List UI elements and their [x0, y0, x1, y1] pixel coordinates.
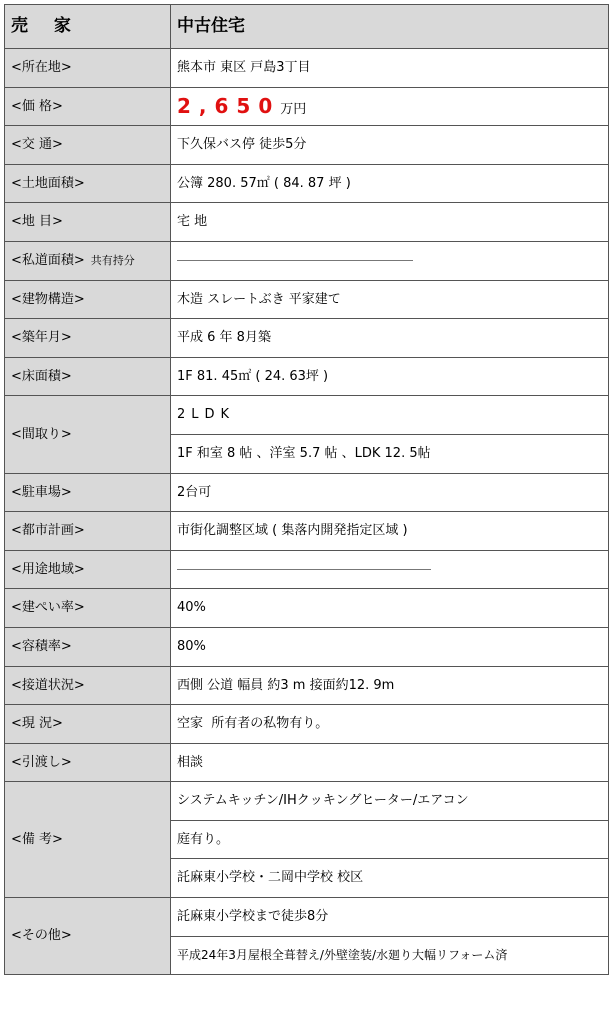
coverage-value: 40%	[171, 589, 609, 628]
blank-line	[177, 569, 431, 570]
other-line1: 託麻東小学校まで徒歩8分	[171, 898, 609, 937]
built-value: 平成 6 年 8月築	[171, 319, 609, 358]
row-location	[5, 49, 609, 88]
floor-ratio-value: 80%	[171, 627, 609, 666]
remarks-line1: システムキッチン/IHクッキングヒーター/エアコン	[171, 782, 609, 821]
built-label: <築年月>	[5, 319, 171, 358]
price-number: 2,650	[177, 94, 281, 119]
status-value: 空家 所有者の私物有り。	[171, 705, 609, 744]
private-road-note: 共有持分	[90, 253, 135, 267]
private-road-value	[171, 241, 609, 280]
row-road	[5, 666, 609, 705]
row-structure	[5, 280, 609, 319]
row-status	[5, 705, 609, 744]
row-floor-ratio	[5, 627, 609, 666]
row-handover	[5, 743, 609, 782]
row-other-1	[5, 898, 609, 937]
parking-label: <駐車場>	[5, 473, 171, 512]
row-land-category	[5, 203, 609, 242]
land-category-value: 宅 地	[171, 203, 609, 242]
location-label: <所在地>	[5, 49, 171, 88]
structure-value: 木造 スレートぶき 平家建て	[171, 280, 609, 319]
city-planning-value: 市街化調整区域 ( 集落内開発指定区域 )	[171, 512, 609, 551]
road-label: <接道状況>	[5, 666, 171, 705]
land-area-value: 公簿 280. 57㎡ ( 84. 87 坪 )	[171, 164, 609, 203]
row-price	[5, 87, 609, 126]
floor-ratio-label: <容積率>	[5, 627, 171, 666]
private-road-label: <私道面積>	[11, 252, 85, 268]
row-access	[5, 126, 609, 165]
handover-value: 相談	[171, 743, 609, 782]
location-value: 熊本市 東区 戸島3丁目	[171, 49, 609, 88]
floor-area-label: <床面積>	[5, 357, 171, 396]
row-parking	[5, 473, 609, 512]
land-area-label: <土地面積>	[5, 164, 171, 203]
road-value: 西側 公道 幅員 約3 m 接面約12. 9m	[171, 666, 609, 705]
price-unit: 万円	[280, 102, 307, 118]
row-zoning	[5, 550, 609, 589]
row-city-planning	[5, 512, 609, 551]
parking-value: 2台可	[171, 473, 609, 512]
blank-line	[177, 260, 413, 261]
row-coverage	[5, 589, 609, 628]
remarks-label: <備 考>	[5, 782, 171, 898]
row-built	[5, 319, 609, 358]
row-land-area	[5, 164, 609, 203]
land-category-label: <地 目>	[5, 203, 171, 242]
layout-line2: 1F 和室 8 帖 、洋室 5.7 帖 、LDK 12. 5帖	[171, 434, 609, 473]
row-private-road	[5, 241, 609, 280]
private-road-label-cell	[5, 241, 171, 280]
row-layout-1	[5, 396, 609, 435]
layout-label: <間取り>	[5, 396, 171, 473]
header-value: 中古住宅	[171, 5, 609, 49]
property-table	[4, 4, 609, 975]
city-planning-label: <都市計画>	[5, 512, 171, 551]
zoning-value	[171, 550, 609, 589]
remarks-line3: 託麻東小学校・二岡中学校 校区	[171, 859, 609, 898]
header-row	[5, 5, 609, 49]
price-label: <価 格>	[5, 87, 171, 126]
header-label: 売 家	[5, 5, 171, 49]
access-label: <交 通>	[5, 126, 171, 165]
handover-label: <引渡し>	[5, 743, 171, 782]
price-cell	[171, 87, 609, 126]
other-label: <その他>	[5, 898, 171, 975]
status-label: <現 況>	[5, 705, 171, 744]
layout-line1: 2LDK	[171, 396, 609, 435]
row-remarks-1	[5, 782, 609, 821]
property-sheet	[4, 4, 609, 975]
row-floor-area	[5, 357, 609, 396]
floor-area-value: 1F 81. 45㎡ ( 24. 63坪 )	[171, 357, 609, 396]
structure-label: <建物構造>	[5, 280, 171, 319]
remarks-line2: 庭有り。	[171, 820, 609, 859]
zoning-label: <用途地域>	[5, 550, 171, 589]
other-line2: 平成24年3月屋根全葺替え/外壁塗装/水廻り大幅リフォーム済	[171, 936, 609, 975]
access-value: 下久保バス停 徒歩5分	[171, 126, 609, 165]
coverage-label: <建ぺい率>	[5, 589, 171, 628]
